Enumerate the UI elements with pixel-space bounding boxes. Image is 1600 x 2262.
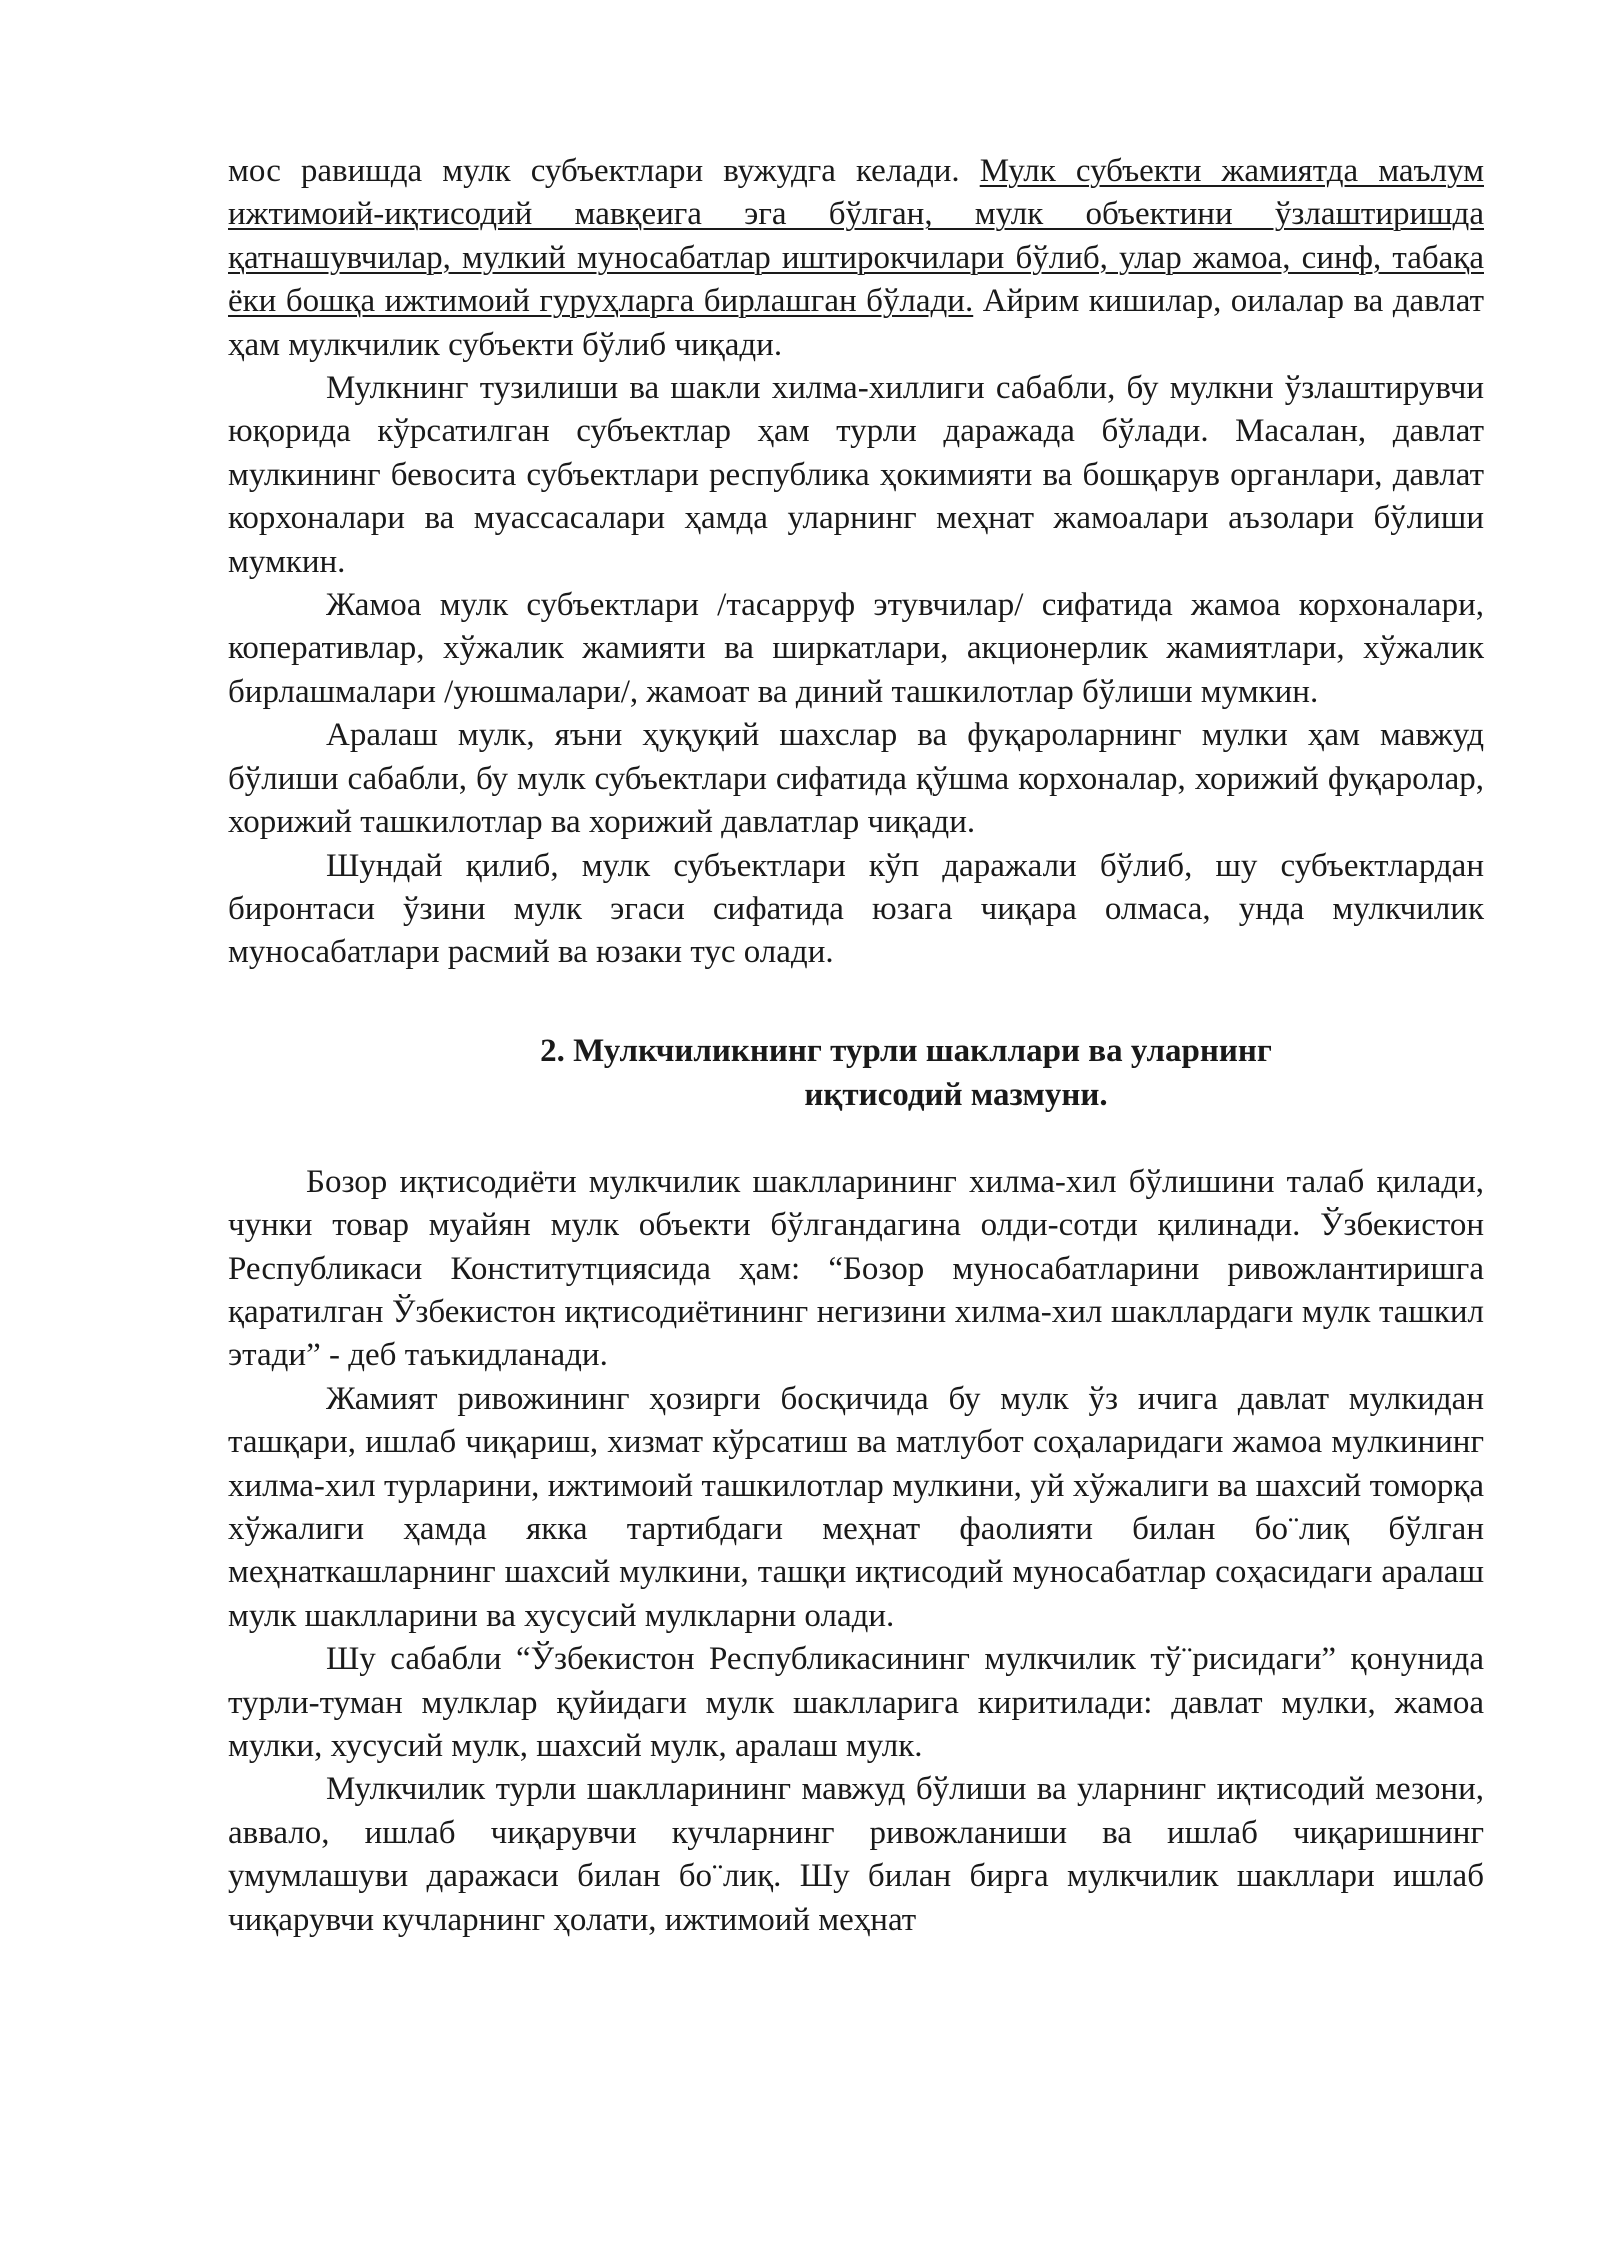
paragraph-lead-text: мос равишда мулк субъектлари вужудга келади.	[228, 153, 980, 189]
section-heading-line-1: 2. Мулкчиликнинг турли шакллари ва уларнинг	[540, 1032, 1272, 1069]
document-body	[228, 150, 1484, 1942]
paragraph-mixed-property-subjects: Аралаш мулк, яъни ҳуқуқий шахслар ва фуқароларнинг мулки ҳам мавжуд бўлиши сабабли, бу мулк субъектлари сифатида қўшма корхоналар, хорижий фуқаролар, хорижий ташкилотлар ва хорижий давлатлар чиқади.	[228, 717, 1484, 841]
paragraph-market-economy: Бозор иқтисодиёти мулкчилик шаклларининг хилма-хил бўлишини талаб қилади, чунки товар муайян мулк объекти бўлгандагина олди-сотди қилинади. Ўзбекистон Республикаси Конститутциясида ҳам: “Бозор муносабатларини ривожлантиришга қаратилган Ўзбекистон иқтисодиётининг негизини хилма-хил шакллардаги мулк ташкил этади” - деб таъкидланади.	[228, 1163, 1484, 1374]
section-heading	[228, 1029, 1484, 1117]
paragraph-conclusion: Шундай қилиб, мулк субъектлари кўп даражали бўлиб, шу субъектлардан биронтаси ўзини мулк эгаси сифатида юзага чиқара олмаса, унда мулкчилик муносабатлари расмий ва юзаки тус олади.	[228, 847, 1484, 971]
spacer	[228, 1117, 1484, 1161]
paragraph-tail-text: Айрим кишилар, оилалар ва давлат ҳам мулкчилик субъекти бўлиб чиқади.	[228, 283, 1484, 363]
underlined-definition: Мулк субъекти жамиятда маълум ижтимоий-иқтисодий мавқеига эга бўлган, мулк объектини ўзлаштиришда қатнашувчилар, мулкий муносабатлар иштирокчилари бўлиб, улар жамоа, синф, табақа ёки бошқа ижтимоий гуруҳларга бирлашган бўлади.	[228, 153, 1484, 320]
paragraph-law-forms: Шу сабабли “Ўзбекистон Республикасининг мулкчилик тў¨рисидаги” қонунида турли-туман мулклар қуйидаги мулк шаклларига киритилади: давлат мулки, жамоа мулки, хусусий мулк, шахсий мулк, аралаш мулк.	[228, 1641, 1484, 1764]
paragraph-collective-property-subjects: Жамоа мулк субъектлари /тасарруф этувчилар/ сифатида жамоа корхоналари, копeративлар, хўжалик жамияти ва ширкатлари, акционерлик жамиятлари, хўжалик бирлашмалари /уюшмалари/, жамоат ва диний ташкилотлар бўлиши мумкин.	[228, 587, 1484, 710]
paragraph-economic-criteria: Мулкчилик турли шаклларининг мавжуд бўлиши ва уларнинг иқтисодий мезони, аввало, ишлаб чиқарувчи кучларнинг ривожланиши ва ишлаб чиқаришнинг умумлашуви даражаси билан бо¨лиқ. Шу билан бирга мулкчилик шакллари ишлаб чиқарувчи кучларнинг ҳолати, ижтимоий меҳнат	[228, 1771, 1484, 1938]
paragraph-current-stage: Жамият ривожининг ҳозирги босқичида бу мулк ўз ичига давлат мулкидан ташқари, ишлаб чиқариш, хизмат кўрсатиш ва матлубот соҳаларидаги жамоа мулкининг хилма-хил турларини, ижтимоий ташкилотлар мулкини, уй хўжалиги ва шахсий томорқа хўжалиги ҳамда якка тартибдаги меҳнат фаолияти билан бо¨лиқ бўлган меҳнаткашларнинг шахсий мулкини, ташқи иқтисодий муносабатлар соҳасидаги аралаш мулк шаклларини ва хусусий мулкларни олади.	[228, 1380, 1484, 1634]
paragraph-property-subjects	[228, 150, 1484, 367]
section-heading-line-2: иқтисодий мазмуни.	[804, 1076, 1108, 1113]
paragraph-state-property-subjects: Мулкнинг тузилиши ва шакли хилма-хиллиги сабабли, бу мулкни ўзлаштирувчи юқорида кўрсатилган субъектлар ҳам турли даражада бўлади. Масалан, давлат мулкининг бевосита субъектлари республика ҳокимияти ва бошқарув органлари, давлат корхоналари ва муассасалари ҳамда уларнинг меҳнат жамоалари аъзолари бўлиши мумкин.	[228, 370, 1484, 580]
